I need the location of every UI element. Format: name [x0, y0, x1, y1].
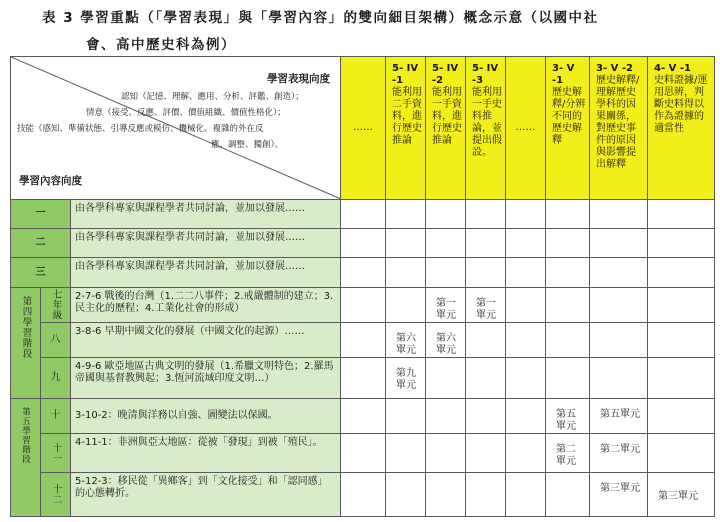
mark-cell [546, 258, 590, 288]
mark-cell [546, 200, 590, 229]
header-row [11, 57, 715, 200]
mark-cell [590, 200, 648, 229]
content-cell: 3-10-2：晚清與洋務以自強、圖變法以保國。 [71, 399, 341, 434]
mark-cell [426, 200, 466, 229]
column-header-3-v-1: 3- V -1 歷史解釋/分辨不同的歷史解釋 [546, 57, 590, 200]
mark-cell [341, 229, 386, 258]
mark-cell [466, 200, 506, 229]
column-header-3-v-2: 3- V -2 歷史解釋/理解歷史學科的因果關係，對歷史事件的原因與影響提出解釋 [590, 57, 648, 200]
mark-cell [386, 200, 426, 229]
mark-cell [506, 258, 546, 288]
stage-label: 第四學習階段 [20, 296, 32, 359]
content-cell: 3-8-6 早期中國文化的發展（中國文化的起源）…… [71, 323, 341, 358]
mark-cell [466, 473, 506, 517]
mark-cell [546, 323, 590, 358]
mark-cell [386, 258, 426, 288]
grade-label: 十 [41, 399, 71, 434]
table-row [11, 288, 715, 323]
mark-cell [648, 258, 715, 288]
content-cell: 由各學科專家與課程學者共同討論，並加以發展…… [71, 200, 341, 229]
mark-cell [506, 358, 546, 399]
grade-label-cell [41, 473, 71, 517]
mark-cell [590, 229, 648, 258]
mark-cell [648, 229, 715, 258]
table-row [11, 399, 715, 434]
mark-cell [341, 358, 386, 399]
column-header-4-v-1: 4- V -1 史料證據/運用思辨，判斷史料得以作為證據的適當性 [648, 57, 715, 200]
mark-cell [341, 434, 386, 473]
mark-cell [466, 229, 506, 258]
mark-cell [506, 323, 546, 358]
stage-label-cell [11, 288, 41, 399]
mark-cell [341, 473, 386, 517]
table-row [11, 229, 715, 258]
grade-label-cell [41, 434, 71, 473]
grade-label: 八 [41, 323, 71, 358]
table-row [11, 358, 715, 399]
mark-cell: 第九單元 [386, 358, 426, 399]
mark-cell [341, 399, 386, 434]
mark-cell: 第二單元 [590, 434, 648, 473]
mark-cell: 第一單元 [426, 288, 466, 323]
mark-cell [506, 288, 546, 323]
stage-label: 第五學習階段 [20, 407, 31, 464]
mark-cell [466, 258, 506, 288]
mark-cell [426, 229, 466, 258]
grade-label-cell [41, 288, 71, 323]
content-cell: 由各學科專家與課程學者共同討論，並加以發展…… [71, 258, 341, 288]
mark-cell [426, 399, 466, 434]
mark-cell [648, 434, 715, 473]
mark-cell [341, 200, 386, 229]
column-header-ellipsis-1: …… [341, 57, 386, 200]
content-cell: 4-11-1：非洲與亞太地區：從被「發現」到被「殖民」。 [71, 434, 341, 473]
affect-label: 情意（接受、反應、評價、價值組織、價值性格化）； [86, 108, 286, 118]
stage-label: 二 [11, 229, 71, 258]
mark-cell [590, 258, 648, 288]
mark-cell [546, 473, 590, 517]
skill-label-b: 應、調整、獨創）。 [211, 140, 284, 150]
mark-cell [648, 288, 715, 323]
column-header-5-iv-2: 5- IV -2 能利用一手資料，進行歷史推論 [426, 57, 466, 200]
header-diagonal-cell [11, 57, 341, 200]
stage-label-cell [11, 399, 41, 517]
table-row [11, 323, 715, 358]
grade-label: 十一 [50, 442, 62, 464]
mark-cell: 第二單元 [546, 434, 590, 473]
content-cell: 2-7-6 戰後的台灣（1.二二八事件；2.戒嚴體制的建立；3.民主化的歷程；4.工業化社會的形成） [71, 288, 341, 323]
mark-cell: 第六單元 [426, 323, 466, 358]
mark-cell: 第五單元 [546, 399, 590, 434]
mark-cell [506, 434, 546, 473]
caption-line-1: 表 3 學習重點（「學習表現」與「學習內容」的雙向細目架構）概念示意（以國中社 [42, 10, 599, 26]
table-row [11, 473, 715, 517]
mark-cell [590, 358, 648, 399]
mark-cell [546, 229, 590, 258]
mark-cell [426, 258, 466, 288]
mark-cell [648, 399, 715, 434]
column-header-5-iv-1: 5- IV -1 能利用二手資料，進行歷史推論 [386, 57, 426, 200]
mark-cell [426, 434, 466, 473]
mark-cell [466, 323, 506, 358]
mark-cell [506, 200, 546, 229]
stage-label: 一 [11, 200, 71, 229]
focus-matrix-table [10, 56, 715, 517]
mark-cell [386, 473, 426, 517]
mark-cell [648, 358, 715, 399]
column-header-5-iv-3: 5- IV -3 能利用一手史料推論，並提出假設。 [466, 57, 506, 200]
table-row [11, 258, 715, 288]
table-row [11, 200, 715, 229]
skill-label-a: 技能（感知、準備狀態、引導反應或模仿、機械化、複雜的外在反 [17, 124, 264, 134]
mark-cell [426, 473, 466, 517]
column-header-ellipsis-2: …… [506, 57, 546, 200]
mark-cell [386, 399, 426, 434]
caption-line-2: 會、高中歷史科為例） [86, 37, 236, 53]
mark-cell [590, 288, 648, 323]
mark-cell [341, 288, 386, 323]
grade-label: 九 [41, 358, 71, 399]
mark-cell: 第一單元 [466, 288, 506, 323]
grade-label: 七年級 [50, 289, 62, 321]
mark-cell: 第三單元 [648, 473, 715, 517]
mark-cell [546, 358, 590, 399]
grade-label: 十二 [50, 484, 62, 505]
content-cell: 5-12-3：移民從「異鄉客」到「文化接受」和「認同感」的心態轉折。 [71, 473, 341, 517]
content-dimension-title: 學習內容向度 [19, 175, 82, 187]
mark-cell [341, 258, 386, 288]
mark-cell: 第五單元 [590, 399, 648, 434]
stage-label: 三 [11, 258, 71, 288]
mark-cell: 第六單元 [386, 323, 426, 358]
mark-cell [506, 229, 546, 258]
cognition-label: 認知（記憶、理解、應用、分析、評鑑、創造）； [121, 92, 304, 102]
mark-cell [386, 288, 426, 323]
table-caption [0, 0, 720, 58]
mark-cell [648, 200, 715, 229]
table-row [11, 434, 715, 473]
mark-cell [426, 358, 466, 399]
content-cell: 由各學科專家與課程學者共同討論，並加以發展…… [71, 229, 341, 258]
mark-cell [386, 434, 426, 473]
mark-cell [506, 399, 546, 434]
mark-cell [466, 358, 506, 399]
mark-cell [506, 473, 546, 517]
mark-cell: 第三單元 [590, 473, 648, 517]
mark-cell [546, 288, 590, 323]
mark-cell [466, 399, 506, 434]
content-cell: 4-9-6 歐亞地區古典文明的發展（1.希臘文明特色；2.羅馬帝國與基督教興起；3.恆河流域印度文明…） [71, 358, 341, 399]
mark-cell [386, 229, 426, 258]
mark-cell [341, 323, 386, 358]
mark-cell [648, 323, 715, 358]
performance-dimension-title: 學習表現向度 [267, 73, 331, 85]
mark-cell [590, 323, 648, 358]
mark-cell [466, 434, 506, 473]
